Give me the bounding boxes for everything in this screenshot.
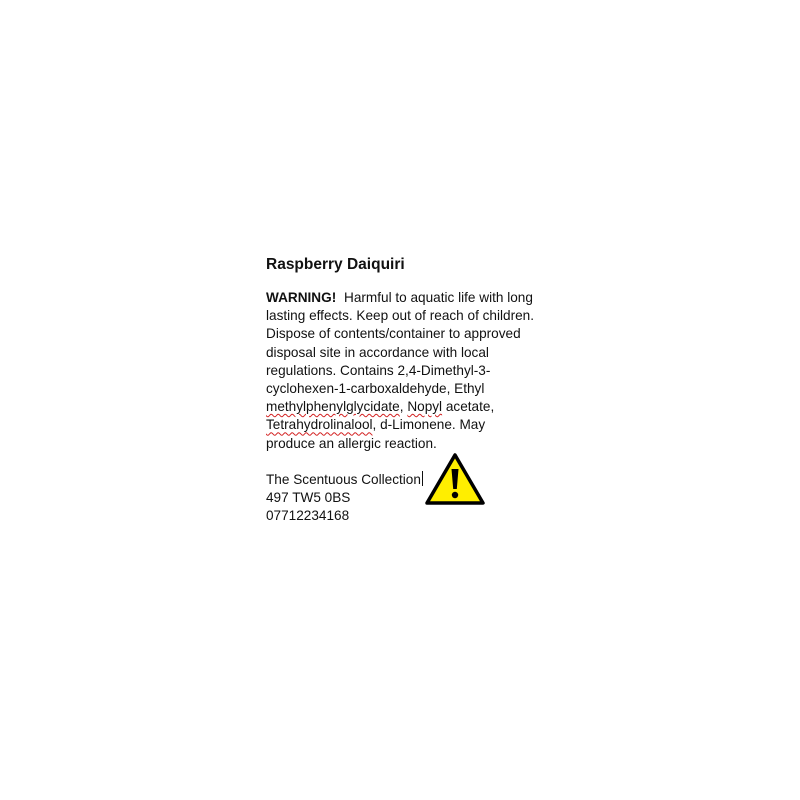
- warning-text-4: , d-Limonene. May produce an allergic reaction.: [266, 417, 486, 451]
- text-cursor: [422, 471, 423, 486]
- warning-text-1: Harmful to aquatic life with long lasting effects. Keep out of reach of children. Dispose of contents/container to approved disposal site in accordance with local regulations. Contains 2,4-Dimethyl-3-cyclohexen-1-carboxaldehyde, Ethyl: [266, 290, 535, 397]
- product-title: Raspberry Daiquiri: [266, 256, 405, 273]
- warning-text-2: ,: [399, 399, 408, 415]
- company-phone: 07712234168: [266, 508, 350, 524]
- company-block: [266, 471, 536, 526]
- spellcheck-flagged-word[interactable]: Nopyl: [407, 399, 443, 415]
- warning-triangle-icon: [424, 452, 486, 506]
- company-name: The Scentuous Collection: [266, 471, 421, 487]
- warning-paragraph: [266, 289, 536, 453]
- spellcheck-flagged-word[interactable]: Tetrahydrolinalool: [266, 417, 373, 433]
- warning-heading: WARNING!: [266, 290, 337, 305]
- spellcheck-flagged-word[interactable]: methylphenylglycidate: [266, 399, 400, 415]
- warning-text-3: acetate,: [442, 399, 495, 415]
- company-name-line[interactable]: [266, 471, 536, 489]
- company-address: 497 TW5 0BS: [266, 490, 351, 506]
- product-label: [266, 255, 536, 525]
